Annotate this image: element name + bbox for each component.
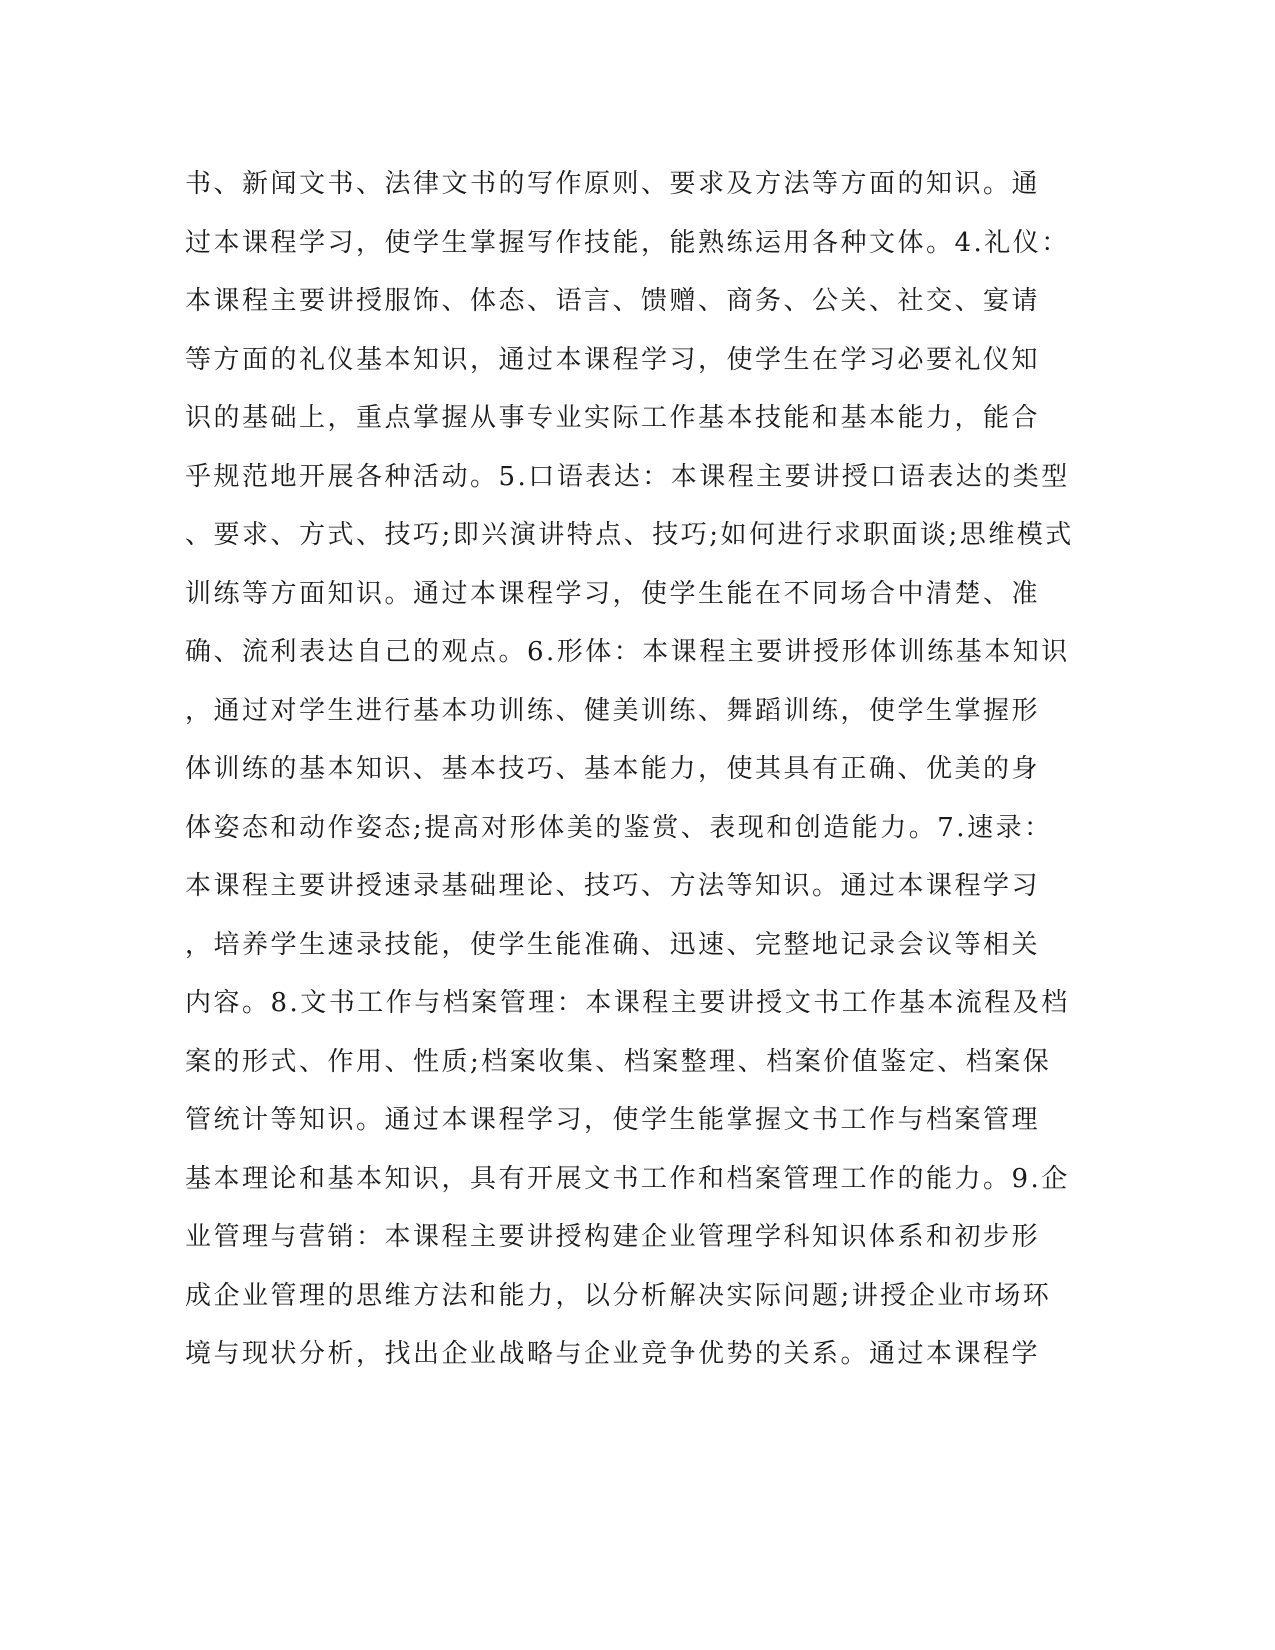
text-line: 识的基础上，重点掌握从事专业实际工作基本技能和基本能力，能合 (185, 403, 1041, 433)
text-line: 成企业管理的思维方法和能力，以分析解决实际问题;讲授企业市场环 (185, 1280, 1052, 1311)
text-line: 境与现状分析，找出企业战略与企业竞争优势的关系。通过本课程学 (185, 1339, 1041, 1369)
text-line: 本课程主要讲授速录基础理论、技巧、方法等知识。通过本课程学习 (185, 871, 1041, 901)
text-line: 案的形式、作用、性质;档案收集、档案整理、档案价值鉴定、档案保 (185, 1046, 1052, 1077)
text-line: 体训练的基本知识、基本技巧、基本能力，使其具有正确、优美的身 (185, 754, 1041, 784)
text-line: 确、流利表达自己的观点。6.形体：本课程主要讲授形体训练基本知识 (185, 637, 1070, 667)
text-line: 等方面的礼仪基本知识，通过本课程学习，使学生在学习必要礼仪知 (185, 344, 1041, 375)
text-line: 本课程主要讲授服饰、体态、语言、馈赠、商务、公关、社交、宴请 (185, 286, 1041, 316)
text-line: ，通过对学生进行基本功训练、健美训练、舞蹈训练，使学生掌握形 (185, 695, 1041, 726)
text-line: 训练等方面知识。通过本课程学习，使学生能在不同场合中清楚、准 (185, 578, 1041, 609)
text-line: 体姿态和动作姿态;提高对形体美的鉴赏、表现和创造能力。7.速录： (185, 812, 1053, 843)
text-line: 管统计等知识。通过本课程学习，使学生能掌握文书工作与档案管理 (185, 1105, 1041, 1135)
text-line: 基本理论和基本知识，具有开展文书工作和档案管理工作的能力。9.企 (185, 1163, 1070, 1194)
text-line: 书、新闻文书、法律文书的写作原则、要求及方法等方面的知识。通 (185, 169, 1041, 199)
text-line: 过本课程学习，使学生掌握写作技能，能熟练运用各种文体。4.礼仪： (185, 227, 1070, 258)
text-line: ，培养学生速录技能，使学生能准确、迅速、完整地记录会议等相关 (185, 929, 1041, 960)
text-line: 内容。8.文书工作与档案管理：本课程主要讲授文书工作基本流程及档 (185, 988, 1070, 1018)
text-line: 乎规范地开展各种活动。5.口语表达：本课程主要讲授口语表达的类型 (185, 461, 1070, 492)
text-line: 、要求、方式、技巧;即兴演讲特点、技巧;如何进行求职面谈;思维模式 (185, 520, 1074, 550)
text-line: 业管理与营销：本课程主要讲授构建企业管理学科知识体系和初步形 (185, 1222, 1041, 1252)
